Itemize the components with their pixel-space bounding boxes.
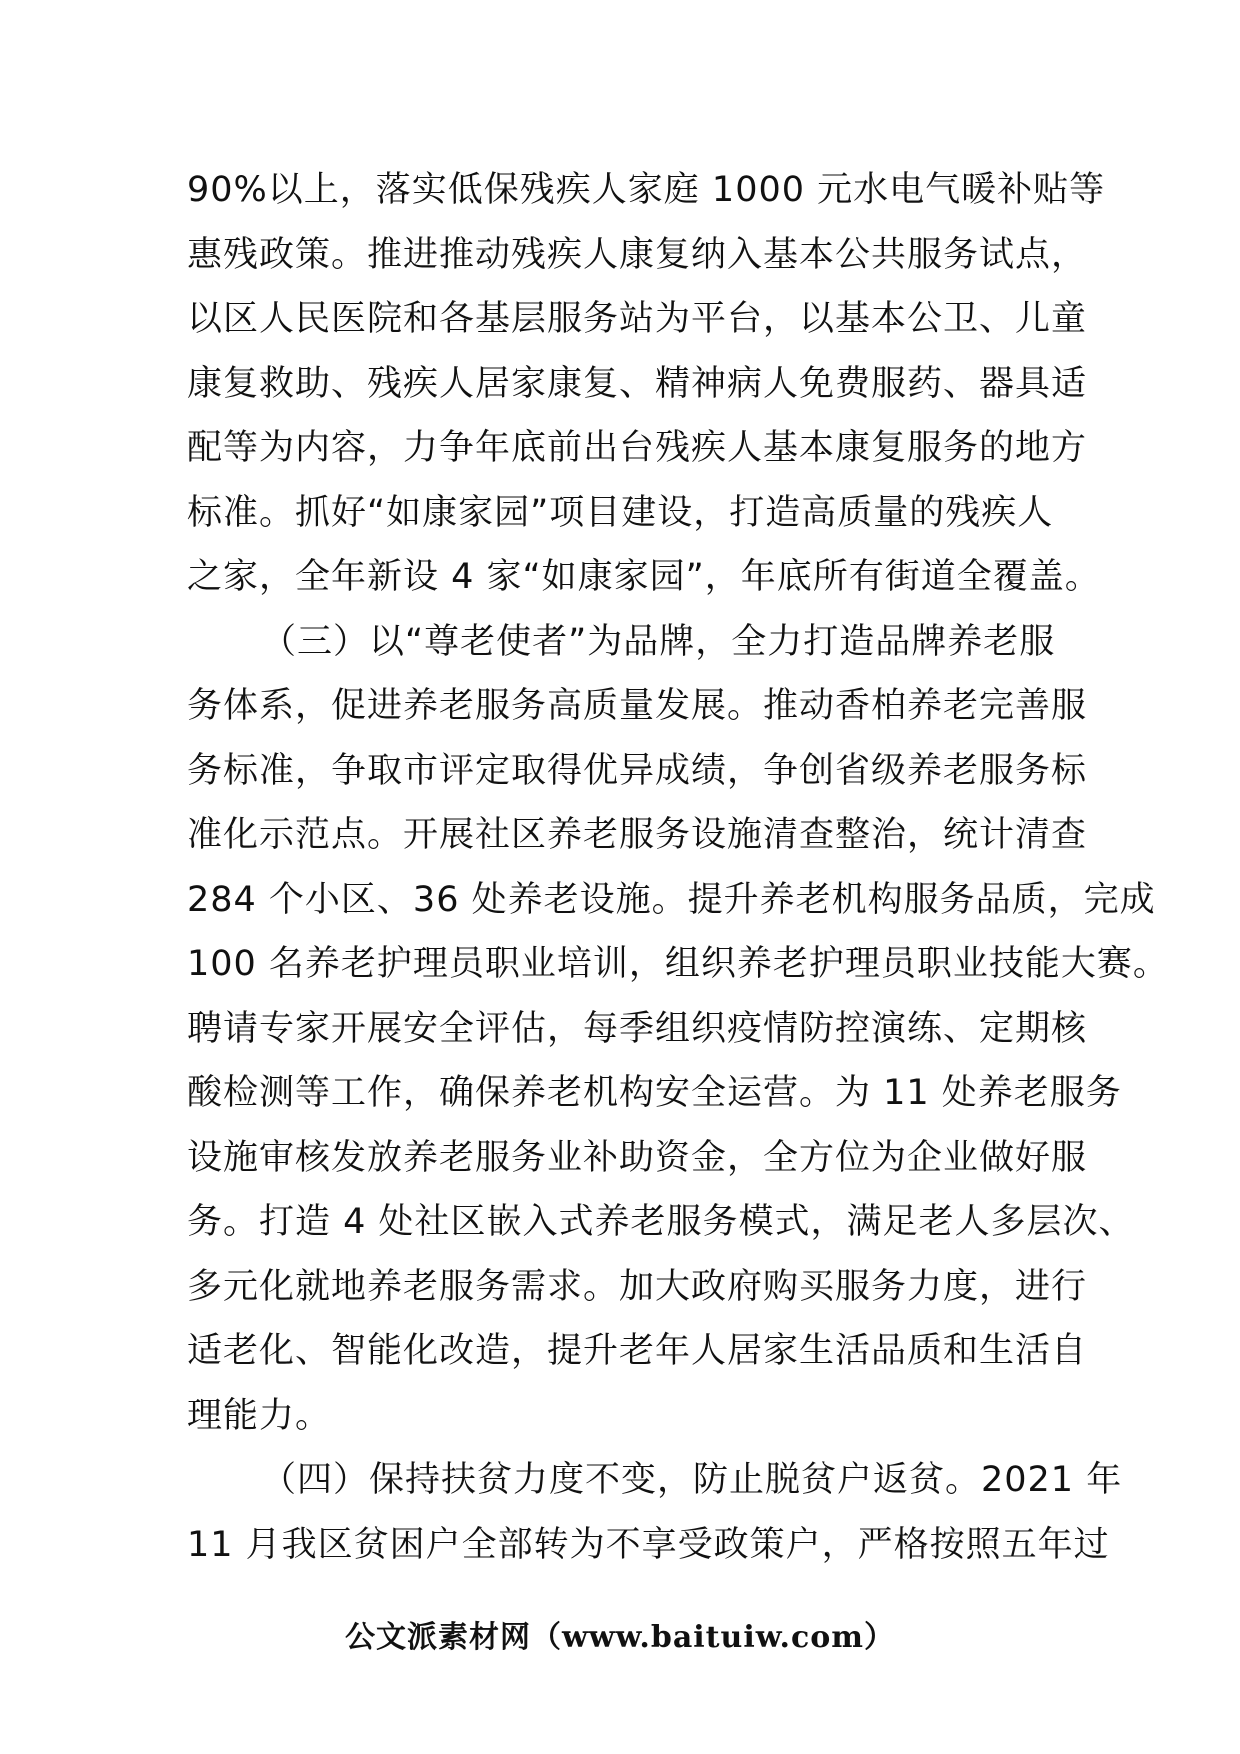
section-heading-line: （三）以“尊老使者”为品牌，全力打造品牌养老服 [261,621,1056,662]
footer-watermark: 公文派素材网（www.baituiw.com） [344,1620,896,1655]
text-line: 务标准，争取市评定取得优异成绩，争创省级养老服务标 [187,750,1088,791]
document-body [187,158,1169,1577]
text-line: 酸检测等工作，确保养老机构安全运营。为 11 处养老服务 [187,1073,1122,1113]
text-line: 配等为内容，力争年底前出台残疾人基本康复服务的地方 [187,428,1088,468]
text-line: 设施审核发放养老服务业补助资金，全方位为企业做好服 [187,1137,1088,1178]
text-line: 以区人民医院和各基层服务站为平台，以基本公卫、儿童 [187,299,1088,339]
text-line: 务。打造 4 处社区嵌入式养老服务模式，满足老人多层次、 [187,1202,1135,1242]
text-line: 务体系，促进养老服务高质量发展。推动香柏养老完善服 [187,686,1088,726]
text-line: 之家，全年新设 4 家“如康家园”，年底所有街道全覆盖。 [187,557,1101,597]
section-heading-line: （四）保持扶贫力度不变，防止脱贫户返贫。2021 年 [261,1460,1123,1500]
text-line: 康复救助、残疾人居家康复、精神病人免费服药、器具适 [187,363,1088,404]
text-line: 标准。抓好“如康家园”项目建设，打造高质量的残疾人 [187,492,1054,533]
text-line: 284 个小区、36 处养老设施。提升养老机构服务品质，完成 [187,879,1156,920]
text-line: 90%以上，落实低保残疾人家庭 1000 元水电气暖补贴等 [187,170,1106,210]
text-line: 多元化就地养老服务需求。加大政府购买服务力度，进行 [187,1266,1088,1307]
text-line: 理能力。 [187,1395,332,1436]
text-line: 准化示范点。开展社区养老服务设施清查整治，统计清查 [187,815,1088,855]
text-line: 适老化、智能化改造，提升老年人居家生活品质和生活自 [187,1331,1088,1371]
text-line: 11 月我区贫困户全部转为不享受政策户，严格按照五年过 [187,1524,1110,1565]
text-line: 聘请专家开展安全评估，每季组织疫情防控演练、定期核 [187,1008,1088,1049]
text-line: 惠残政策。推进推动残疾人康复纳入基本公共服务试点， [187,234,1088,275]
text-line: 100 名养老护理员职业培训，组织养老护理员职业技能大赛。 [187,944,1169,984]
